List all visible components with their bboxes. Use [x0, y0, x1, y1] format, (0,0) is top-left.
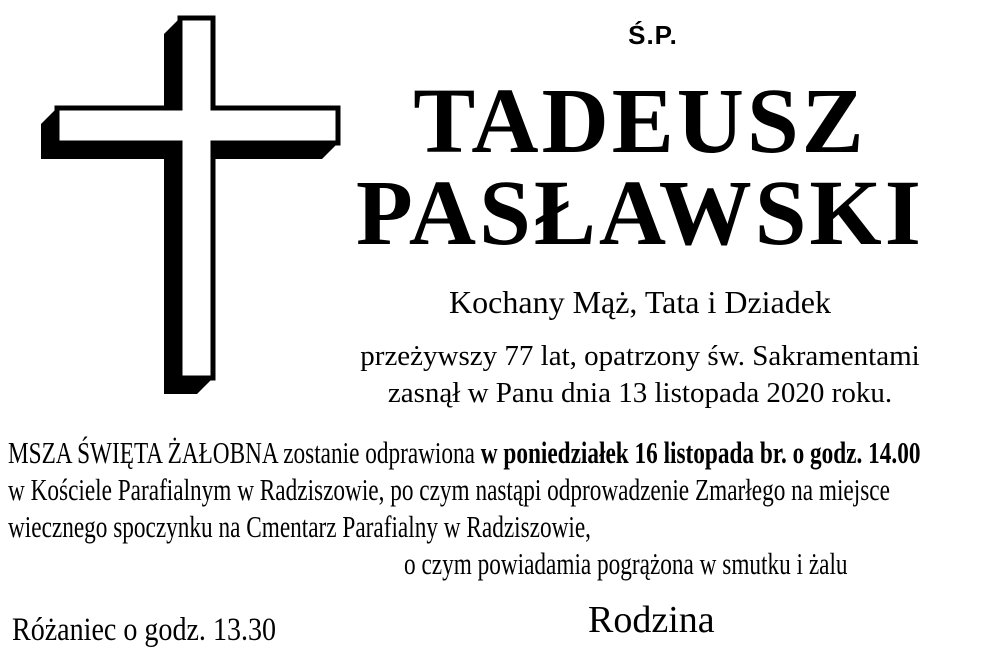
life-line-2: zasnął w Panu dnia 13 listopada 2020 roku. [387, 377, 893, 409]
cross-icon [20, 8, 350, 400]
mass-announcement [8, 434, 983, 582]
deceased-last-name: PASŁAWSKI [356, 162, 924, 265]
mass-line-4: o czym powiadamia pogrążona w smutku i żalu [404, 546, 848, 581]
cross-face-shape [57, 18, 338, 378]
mass-line-2: w Kościele Parafialnym w Radziszowie, po czym nastąpi odprowadzenie Zmarłego na miejsce [8, 472, 890, 507]
mass-datetime: w poniedziałek 16 listopada br. o godz. 14.00 [480, 435, 921, 470]
mass-intro-text: zostanie odprawiona [277, 435, 481, 470]
life-line-1: przeżywszy 77 lat, opatrzony św. Sakramentami [360, 340, 920, 372]
mass-line-1 [8, 434, 983, 471]
relation-line: Kochany Mąż, Tata i Dziadek [449, 284, 831, 320]
mass-title-caps: MSZA ŚWIĘTA ŻAŁOBNA [8, 435, 278, 470]
mass-line-3: wiecznego spoczynku na Cmentarz Parafialny w Radziszowie, [8, 509, 591, 544]
deceased-first-name: TADEUSZ [413, 70, 867, 173]
cross-svg [20, 8, 350, 400]
rosary-time: Różaniec o godz. 13.30 [12, 612, 277, 648]
family-signature: Rodzina [588, 599, 715, 641]
header-abbreviation: Ś.P. [628, 20, 678, 50]
